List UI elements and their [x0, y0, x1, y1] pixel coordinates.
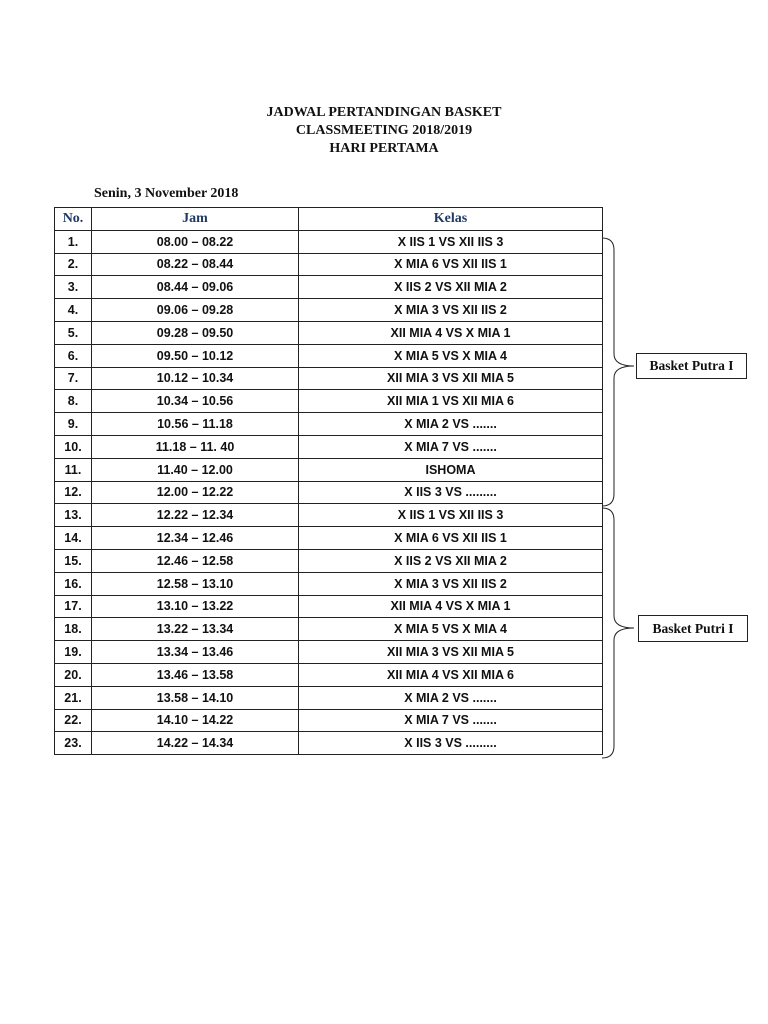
cell-jam: 12.34 – 12.46	[92, 527, 299, 550]
cell-kelas: X IIS 2 VS XII MIA 2	[299, 549, 603, 572]
table-row	[55, 253, 603, 276]
cell-no: 10.	[55, 435, 92, 458]
cell-no: 15.	[55, 549, 92, 572]
cell-kelas: X MIA 7 VS .......	[299, 709, 603, 732]
table-row	[55, 709, 603, 732]
table-row	[55, 686, 603, 709]
cell-kelas: X MIA 5 VS X MIA 4	[299, 618, 603, 641]
cell-kelas: X IIS 1 VS XII IIS 3	[299, 504, 603, 527]
cell-kelas: X MIA 6 VS XII IIS 1	[299, 253, 603, 276]
document-title	[0, 104, 768, 158]
cell-kelas: XII MIA 1 VS XII MIA 6	[299, 390, 603, 413]
cell-no: 18.	[55, 618, 92, 641]
table-row	[55, 572, 603, 595]
cell-kelas: XII MIA 4 VS X MIA 1	[299, 321, 603, 344]
cell-jam: 13.10 – 13.22	[92, 595, 299, 618]
cell-no: 21.	[55, 686, 92, 709]
group-brackets	[600, 236, 640, 760]
cell-kelas: X MIA 3 VS XII IIS 2	[299, 299, 603, 322]
cell-jam: 10.34 – 10.56	[92, 390, 299, 413]
cell-jam: 10.56 – 11.18	[92, 413, 299, 436]
cell-jam: 09.06 – 09.28	[92, 299, 299, 322]
cell-kelas: XII MIA 4 VS X MIA 1	[299, 595, 603, 618]
table-row	[55, 595, 603, 618]
cell-no: 22.	[55, 709, 92, 732]
cell-jam: 09.28 – 09.50	[92, 321, 299, 344]
title-line-2: CLASSMEETING 2018/2019	[295, 123, 473, 138]
cell-jam: 13.22 – 13.34	[92, 618, 299, 641]
column-header-kelas: Kelas	[299, 208, 603, 231]
cell-kelas: X IIS 3 VS .........	[299, 481, 603, 504]
table-row	[55, 344, 603, 367]
cell-no: 12.	[55, 481, 92, 504]
cell-kelas: X IIS 2 VS XII MIA 2	[299, 276, 603, 299]
cell-kelas: ISHOMA	[299, 458, 603, 481]
table-row	[55, 435, 603, 458]
cell-jam: 14.22 – 14.34	[92, 732, 299, 755]
group-label-putra: Basket Putra I	[636, 353, 747, 379]
schedule-date: Senin, 3 November 2018	[94, 186, 239, 201]
table-row	[55, 663, 603, 686]
cell-kelas: XII MIA 4 VS XII MIA 6	[299, 663, 603, 686]
cell-no: 23.	[55, 732, 92, 755]
table-row	[55, 549, 603, 572]
cell-jam: 13.58 – 14.10	[92, 686, 299, 709]
cell-jam: 08.00 – 08.22	[92, 230, 299, 253]
table-row	[55, 413, 603, 436]
cell-kelas: X MIA 2 VS .......	[299, 413, 603, 436]
cell-jam: 12.58 – 13.10	[92, 572, 299, 595]
cell-jam: 13.46 – 13.58	[92, 663, 299, 686]
brace-putri	[602, 508, 634, 758]
cell-no: 1.	[55, 230, 92, 253]
title-line-1: JADWAL PERTANDINGAN BASKET	[266, 105, 502, 120]
cell-kelas: XII MIA 3 VS XII MIA 5	[299, 367, 603, 390]
cell-no: 2.	[55, 253, 92, 276]
cell-jam: 09.50 – 10.12	[92, 344, 299, 367]
cell-no: 14.	[55, 527, 92, 550]
cell-no: 16.	[55, 572, 92, 595]
cell-kelas: X MIA 5 VS X MIA 4	[299, 344, 603, 367]
cell-kelas: XII MIA 3 VS XII MIA 5	[299, 641, 603, 664]
group-label-putri: Basket Putri I	[638, 615, 748, 642]
cell-jam: 11.40 – 12.00	[92, 458, 299, 481]
table-row	[55, 504, 603, 527]
table-row	[55, 367, 603, 390]
table-header-row	[55, 208, 603, 231]
table-row	[55, 618, 603, 641]
cell-jam: 14.10 – 14.22	[92, 709, 299, 732]
cell-kelas: X IIS 3 VS .........	[299, 732, 603, 755]
cell-kelas: X MIA 6 VS XII IIS 1	[299, 527, 603, 550]
cell-jam: 13.34 – 13.46	[92, 641, 299, 664]
cell-jam: 08.22 – 08.44	[92, 253, 299, 276]
schedule-table	[54, 207, 603, 755]
table-row	[55, 321, 603, 344]
cell-no: 19.	[55, 641, 92, 664]
cell-no: 17.	[55, 595, 92, 618]
cell-no: 9.	[55, 413, 92, 436]
table-row	[55, 276, 603, 299]
cell-no: 7.	[55, 367, 92, 390]
cell-no: 3.	[55, 276, 92, 299]
table-row	[55, 390, 603, 413]
cell-no: 5.	[55, 321, 92, 344]
cell-jam: 10.12 – 10.34	[92, 367, 299, 390]
table-row	[55, 527, 603, 550]
cell-jam: 08.44 – 09.06	[92, 276, 299, 299]
cell-kelas: X MIA 3 VS XII IIS 2	[299, 572, 603, 595]
cell-kelas: X MIA 2 VS .......	[299, 686, 603, 709]
cell-kelas: X IIS 1 VS XII IIS 3	[299, 230, 603, 253]
cell-jam: 11.18 – 11. 40	[92, 435, 299, 458]
cell-jam: 12.22 – 12.34	[92, 504, 299, 527]
table-row	[55, 458, 603, 481]
table-row	[55, 299, 603, 322]
table-row	[55, 481, 603, 504]
table-row	[55, 641, 603, 664]
cell-no: 13.	[55, 504, 92, 527]
cell-jam: 12.46 – 12.58	[92, 549, 299, 572]
cell-kelas: X MIA 7 VS .......	[299, 435, 603, 458]
table-row	[55, 732, 603, 755]
title-line-3: HARI PERTAMA	[329, 141, 439, 156]
cell-jam: 12.00 – 12.22	[92, 481, 299, 504]
cell-no: 8.	[55, 390, 92, 413]
table-body	[55, 230, 603, 754]
cell-no: 11.	[55, 458, 92, 481]
table-row	[55, 230, 603, 253]
cell-no: 6.	[55, 344, 92, 367]
brace-putra	[602, 238, 634, 506]
cell-no: 20.	[55, 663, 92, 686]
column-header-no: No.	[55, 208, 92, 231]
cell-no: 4.	[55, 299, 92, 322]
column-header-jam: Jam	[92, 208, 299, 231]
